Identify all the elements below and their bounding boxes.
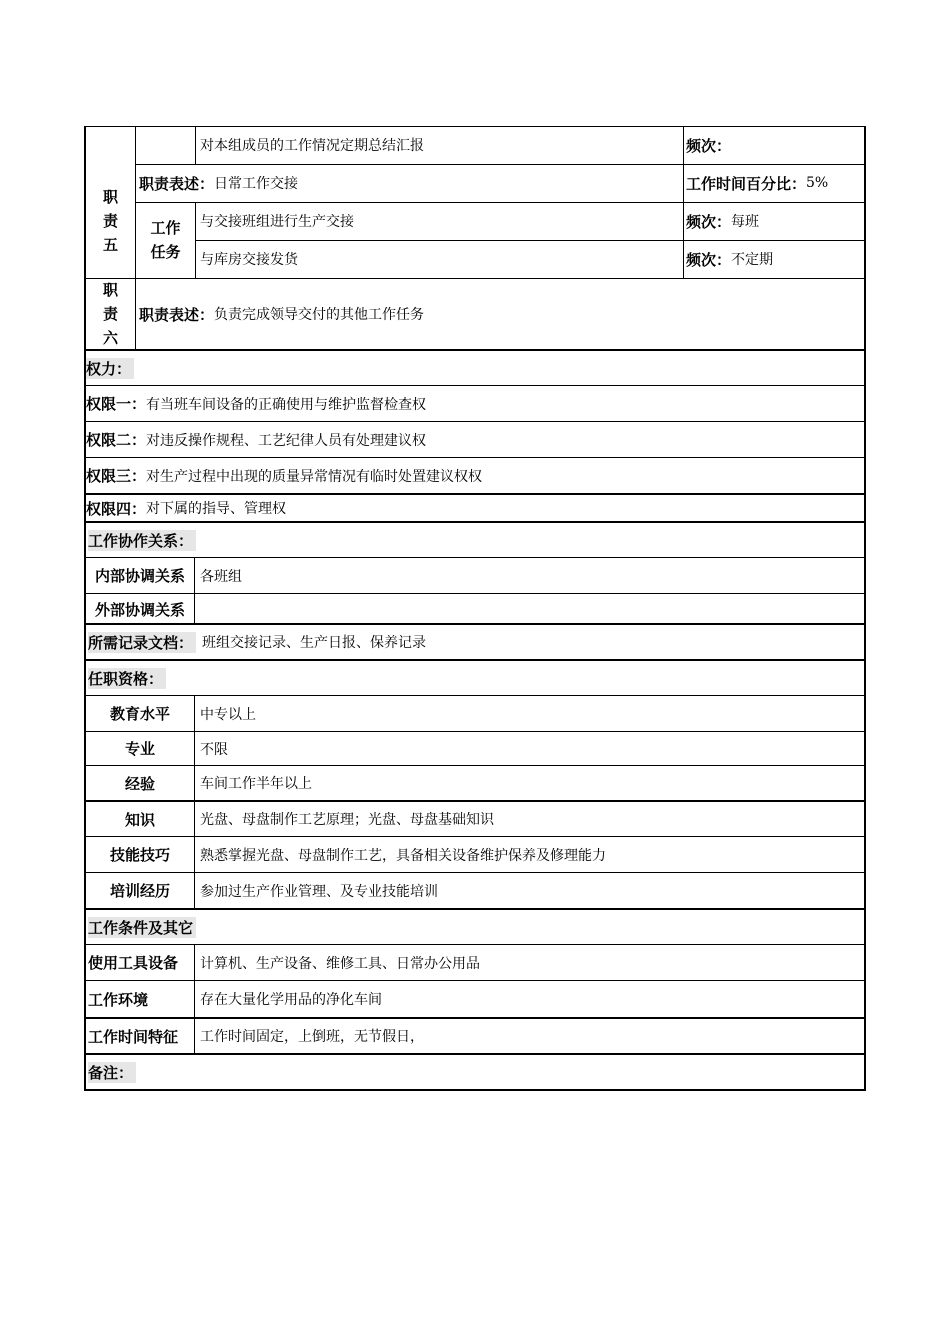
duty5-task-row <box>84 202 866 240</box>
qualification-value: 中专以上 <box>200 706 256 723</box>
qualification-value: 参加过生产作业管理、及专业技能培训 <box>200 883 438 900</box>
task-text: 与交接班组进行生产交接 <box>200 214 354 230</box>
conditions-heading <box>88 910 196 944</box>
authority-text: 对下属的指导、管理权 <box>146 501 287 517</box>
condition-row <box>84 1019 866 1053</box>
authority-label: 权限一： <box>86 395 147 413</box>
frequency-cell <box>684 240 864 278</box>
remarks-label: 备注： <box>88 1062 136 1083</box>
records-value: 班组交接记录、生产日报、保养记录 <box>202 635 427 651</box>
authority-heading-row <box>84 351 866 385</box>
internal-coordination-row <box>84 558 866 593</box>
cooperation-heading <box>88 523 196 557</box>
qualification-label: 培训经历 <box>109 882 170 900</box>
external-value <box>196 594 864 624</box>
qualifications-heading-row <box>84 661 866 695</box>
authority-label: 权限四： <box>86 499 147 518</box>
records-label: 所需记录文档： <box>88 632 196 653</box>
qualifications-heading-text: 任职资格： <box>88 668 166 689</box>
remarks-row <box>84 1055 866 1089</box>
frequency-label: 频次： <box>686 136 732 155</box>
frequency-value: 不定期 <box>731 252 774 268</box>
qualification-label: 知识 <box>124 810 155 829</box>
records <box>88 625 426 659</box>
work-time-percent <box>684 164 864 202</box>
time-label: 工作时间百分比： <box>686 174 807 193</box>
frequency-cell <box>684 202 864 240</box>
desc-text: 负责完成领导交付的其他工作任务 <box>214 307 425 323</box>
qualification-label: 技能技巧 <box>109 846 170 864</box>
work-task-label-line: 工作 <box>150 219 181 237</box>
condition-label: 使用工具设备 <box>88 954 179 972</box>
qualification-label: 专业 <box>124 740 155 758</box>
task-text: 与库房交接发货 <box>200 252 298 268</box>
authority-row <box>84 458 866 493</box>
authority-label: 权限三： <box>86 467 147 485</box>
qualification-row <box>84 873 866 908</box>
authority-row <box>84 495 866 521</box>
work-task-label-line: 任务 <box>150 243 181 261</box>
qualification-label: 教育水平 <box>109 705 170 723</box>
qualification-value: 车间工作半年以上 <box>200 776 312 792</box>
condition-value: 计算机、生产设备、维修工具、日常办公用品 <box>200 955 480 972</box>
duty6-char: 职 <box>102 281 118 299</box>
duty5-char: 职 <box>102 188 118 206</box>
qualification-row <box>84 766 866 800</box>
internal-value: 各班组 <box>200 569 242 585</box>
conditions-heading-text: 工作条件及其它 <box>88 917 196 938</box>
condition-value: 工作时间固定，上倒班，无节假日， <box>200 1029 424 1045</box>
duty6-desc <box>137 278 864 350</box>
time-value: 5% <box>806 175 829 191</box>
condition-label: 工作时间特征 <box>88 1027 179 1046</box>
desc-label: 职责表述： <box>139 305 215 324</box>
cooperation-heading-row <box>84 523 866 557</box>
frequency-cell <box>684 126 864 164</box>
records-row <box>84 625 866 659</box>
qualification-row <box>84 732 866 765</box>
external-coordination-row <box>84 594 866 624</box>
condition-value: 存在大量化学用品的净化车间 <box>200 992 382 1008</box>
authority-item <box>86 495 286 521</box>
qualification-row <box>84 837 866 872</box>
condition-row <box>84 945 866 980</box>
frequency-label: 频次： <box>686 250 732 269</box>
qualification-value: 不限 <box>200 741 228 758</box>
internal-label: 内部协调关系 <box>94 567 185 585</box>
condition-label: 工作环境 <box>88 990 149 1009</box>
authority-text: 有当班车间设备的正确使用与维护监督检查权 <box>146 396 427 413</box>
qualification-value: 熟悉掌握光盘、母盘制作工艺，具备相关设备维护保养及修理能力 <box>200 847 606 864</box>
duty5-char: 责 <box>102 212 118 230</box>
conditions-heading-row <box>84 910 866 944</box>
qualification-row <box>84 802 866 836</box>
qualifications-heading <box>88 661 166 695</box>
duty6-char: 六 <box>102 329 118 347</box>
duty5-desc-row <box>84 164 866 202</box>
task-text: 对本组成员的工作情况定期总结汇报 <box>200 138 424 154</box>
authority-item <box>86 458 482 493</box>
authority-item <box>86 386 426 421</box>
qualification-label: 经验 <box>124 774 155 793</box>
external-label: 外部协调关系 <box>94 600 185 619</box>
authority-row <box>84 422 866 457</box>
authority-item <box>86 422 426 457</box>
duty6-char: 责 <box>102 305 118 323</box>
duty5-char: 五 <box>102 236 118 254</box>
authority-heading-text: 权力： <box>86 358 134 379</box>
frequency-value: 每班 <box>731 214 760 230</box>
duty6-desc-row <box>84 278 866 350</box>
authority-row <box>84 386 866 421</box>
remarks <box>88 1055 136 1089</box>
authority-text: 对生产过程中出现的质量异常情况有临时处置建议权权 <box>146 468 483 485</box>
desc-label: 职责表述： <box>139 174 215 193</box>
qualification-row <box>84 696 866 731</box>
cooperation-heading-text: 工作协作关系： <box>88 530 196 551</box>
desc-text: 日常工作交接 <box>214 176 299 192</box>
prev-duty-task-row <box>84 126 866 164</box>
condition-row <box>84 981 866 1017</box>
authority-text: 对违反操作规程、工艺纪律人员有处理建议权 <box>146 432 427 449</box>
authority-heading <box>86 351 134 385</box>
duty5-desc <box>137 164 683 202</box>
frequency-label: 频次： <box>686 212 732 231</box>
qualification-value: 光盘、母盘制作工艺原理；光盘、母盘基础知识 <box>200 812 494 828</box>
duty5-task-row <box>84 240 866 278</box>
authority-label: 权限二： <box>86 431 147 449</box>
